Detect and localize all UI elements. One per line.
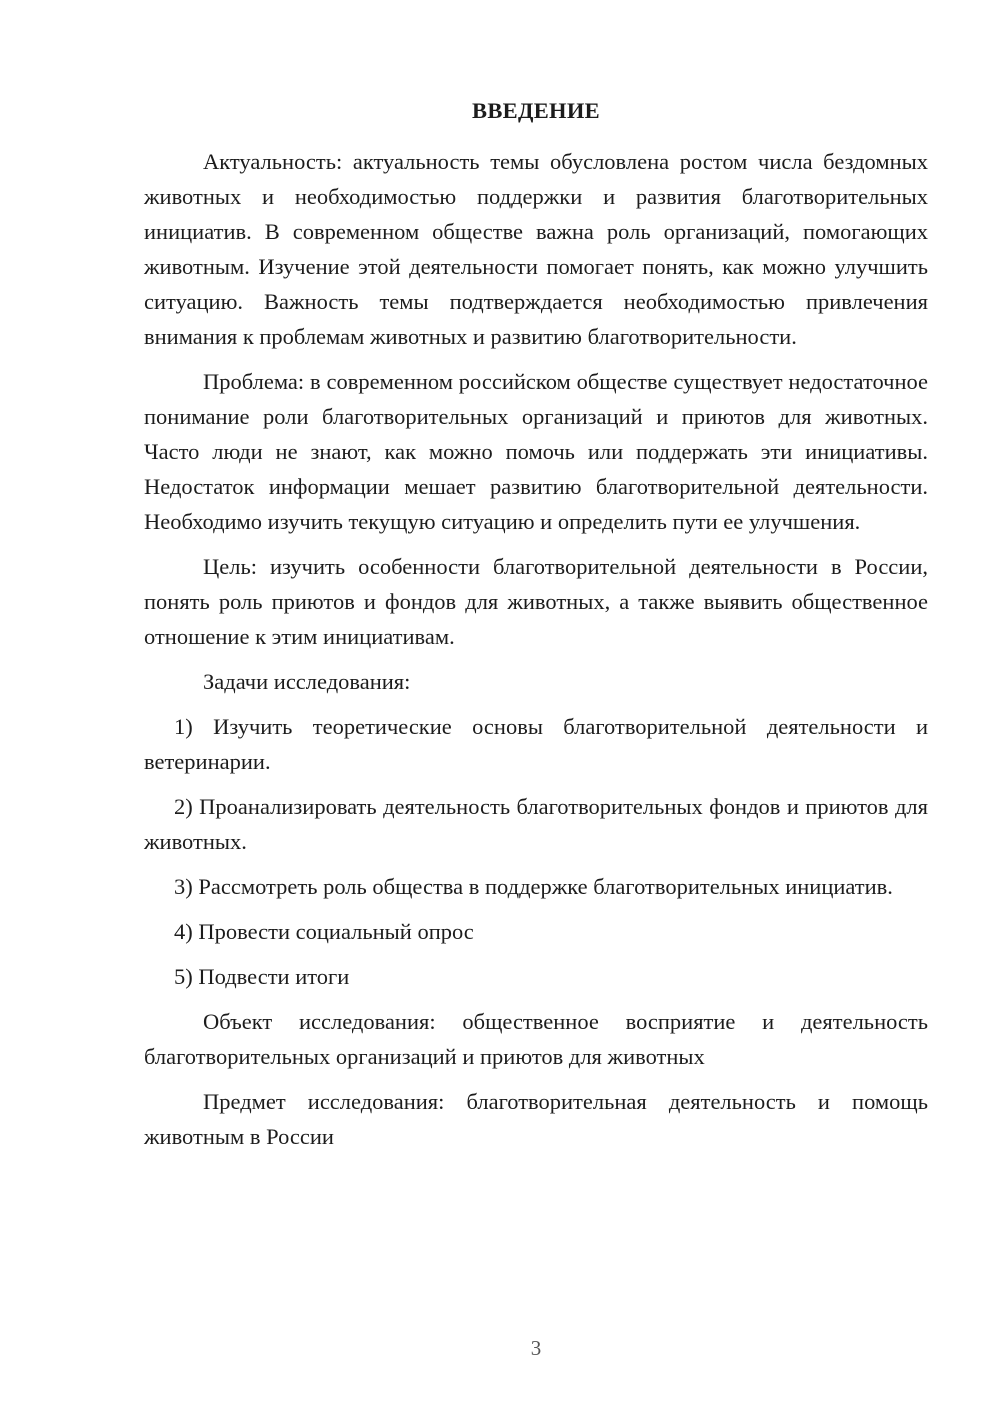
task-item: 3) Рассмотреть роль общества в поддержке благотворительных инициатив. <box>174 874 893 899</box>
tasks-heading: Задачи исследования: <box>203 669 411 694</box>
task-item: 4) Провести социальный опрос <box>174 919 474 944</box>
task-item: 5) Подвести итоги <box>174 964 350 989</box>
page-title: ВВЕДЕНИЕ <box>472 98 600 123</box>
object-paragraph: Объект исследования: общественное восприятие и деятельность благотворительных организаций и приютов для животных <box>144 1009 928 1069</box>
subject-paragraph: Предмет исследования: благотворительная деятельность и помощь животным в России <box>144 1089 928 1149</box>
page-number: 3 <box>530 1336 542 1360</box>
goal-paragraph: Цель: изучить особенности благотворительной деятельности в России, понять роль приютов и фондов для животных, а также выявить общественное отношение к этим инициативам. <box>144 554 928 649</box>
relevance-paragraph: Актуальность: актуальность темы обусловлена ростом числа бездомных животных и необходимостью поддержки и развития благотворительных инициатив. В современном обществе важна роль организаций, помогающих животным. Изучение этой деятельности помогает понять, как можно улучшить ситуацию. Важность темы подтверждается необходимостью привлечения внимания к проблемам животных и развитию благотворительности. <box>144 149 928 349</box>
document-body <box>144 144 928 1164</box>
task-item: 1) Изучить теоретические основы благотворительной деятельности и ветеринарии. <box>144 714 928 774</box>
problem-paragraph: Проблема: в современном российском обществе существует недостаточное понимание роли благотворительных организаций и приютов для животных. Часто люди не знают, как можно помочь или поддержать эти инициативы. Недостаток информации мешает развитию благотворительной деятельности. Необходимо изучить текущую ситуацию и определить пути ее улучшения. <box>144 369 928 534</box>
task-item: 2) Проанализировать деятельность благотворительных фондов и приютов для животных. <box>144 794 928 854</box>
